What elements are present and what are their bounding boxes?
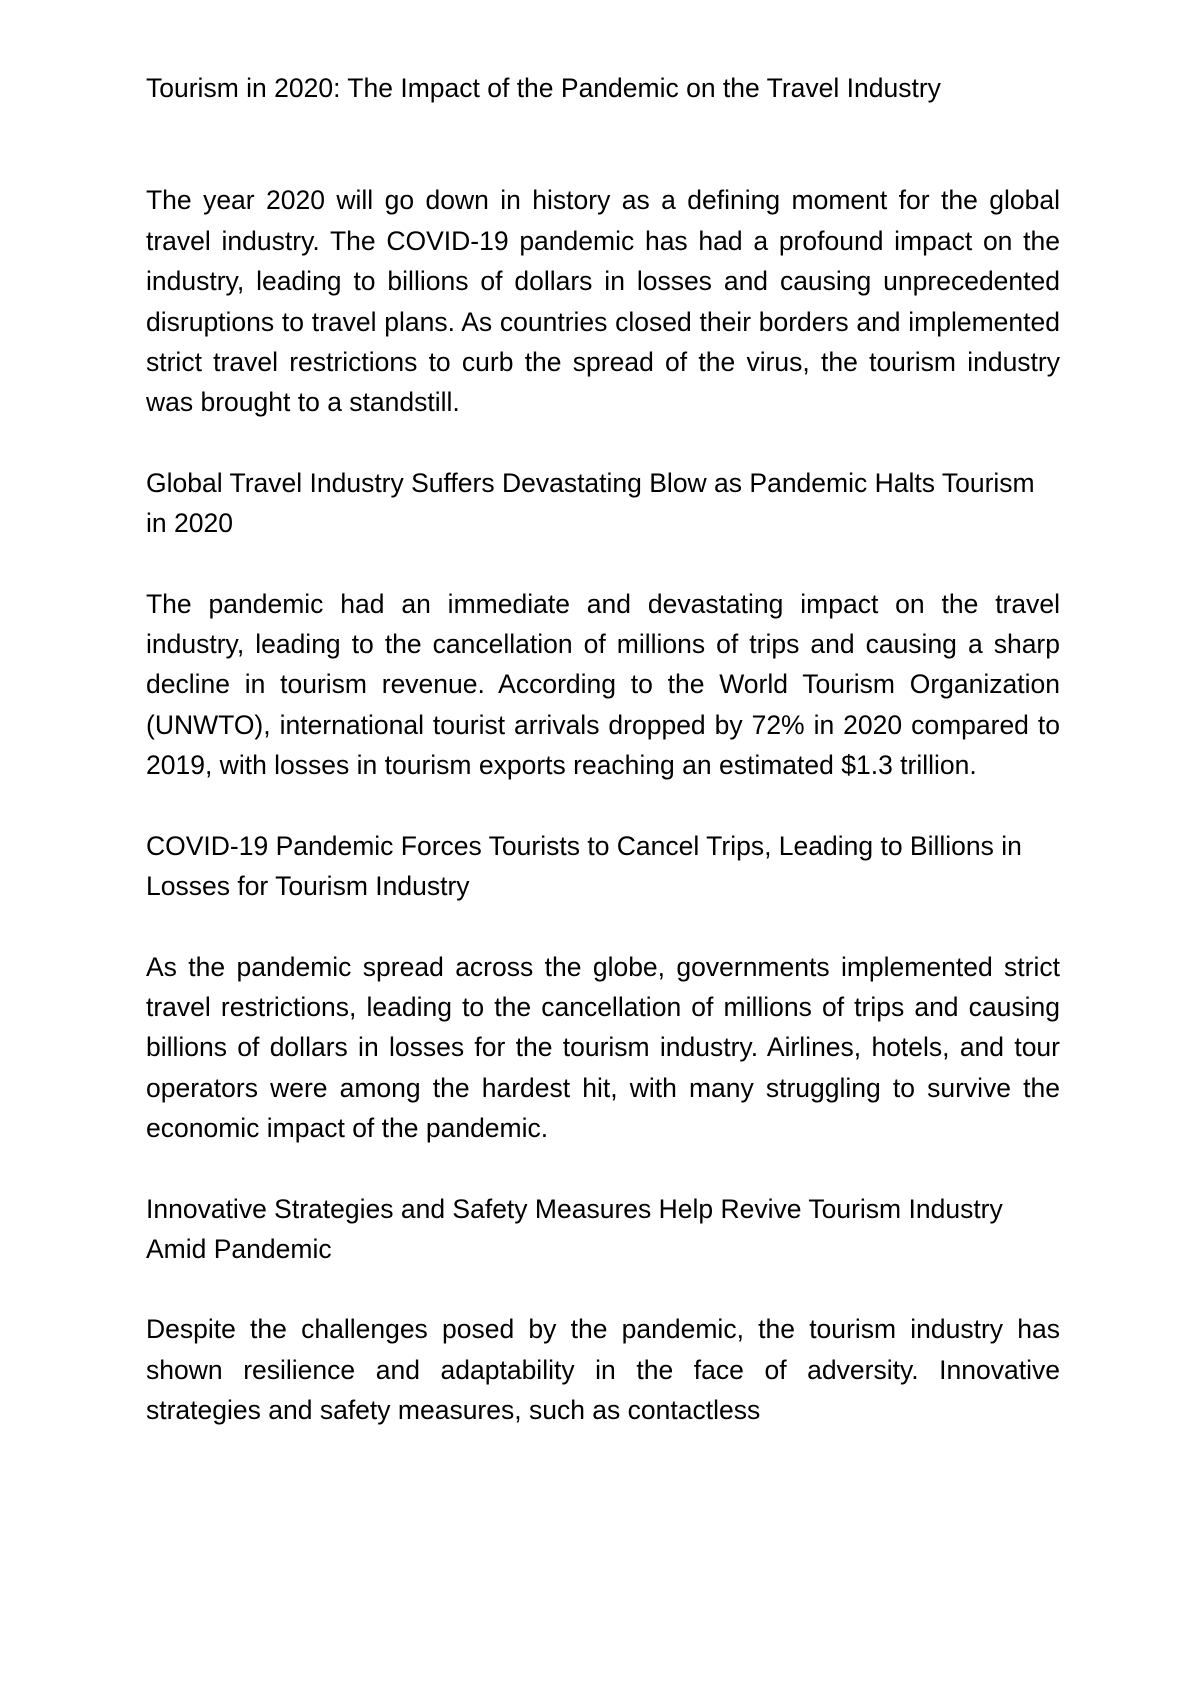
section-paragraph: As the pandemic spread across the globe, governments implemented strict travel restrictions, leading to the cancellation of millions of trips and causing billions of dollars in losses for the tourism industry. Airlines, hotels, and tour operators were among the hardest hit, with many struggling to survive the economic impact of the pandemic. [146,951,1060,1144]
section-heading: COVID-19 Pandemic Forces Tourists to Cancel Trips, Leading to Billions in Losses for Tourism Industry [146,830,1022,902]
section-paragraph: The pandemic had an immediate and devastating impact on the travel industry, leading to the cancellation of millions of trips and causing a sharp decline in tourism revenue. According to the World Tourism Organization (UNWTO), international tourist arrivals dropped by 72% in 2020 compared to 2019, with losses in tourism exports reaching an estimated $1.3 trillion. [146,588,1060,781]
section-heading: Global Travel Industry Suffers Devastating Blow as Pandemic Halts Tourism in 2020 [146,467,1035,539]
intro-paragraph: The year 2020 will go down in history as a defining moment for the global travel industry. The COVID-19 pandemic has had a profound impact on the industry, leading to billions of dollars in losses and causing unprecedented disruptions to travel plans. As countries closed their borders and implemented strict travel restrictions to curb the spread of the virus, the tourism industry was brought to a standstill. [146,185,1060,418]
section-heading: Innovative Strategies and Safety Measures Help Revive Tourism Industry Amid Pandemic [146,1193,1003,1264]
document-page [146,68,1060,1431]
section-paragraph: Despite the challenges posed by the pandemic, the tourism industry has shown resilience and adaptability in the face of adversity. Innovative strategies and safety measures, such as contactless [146,1314,1060,1426]
document-title: Tourism in 2020: The Impact of the Pandemic on the Travel Industry [146,73,941,103]
